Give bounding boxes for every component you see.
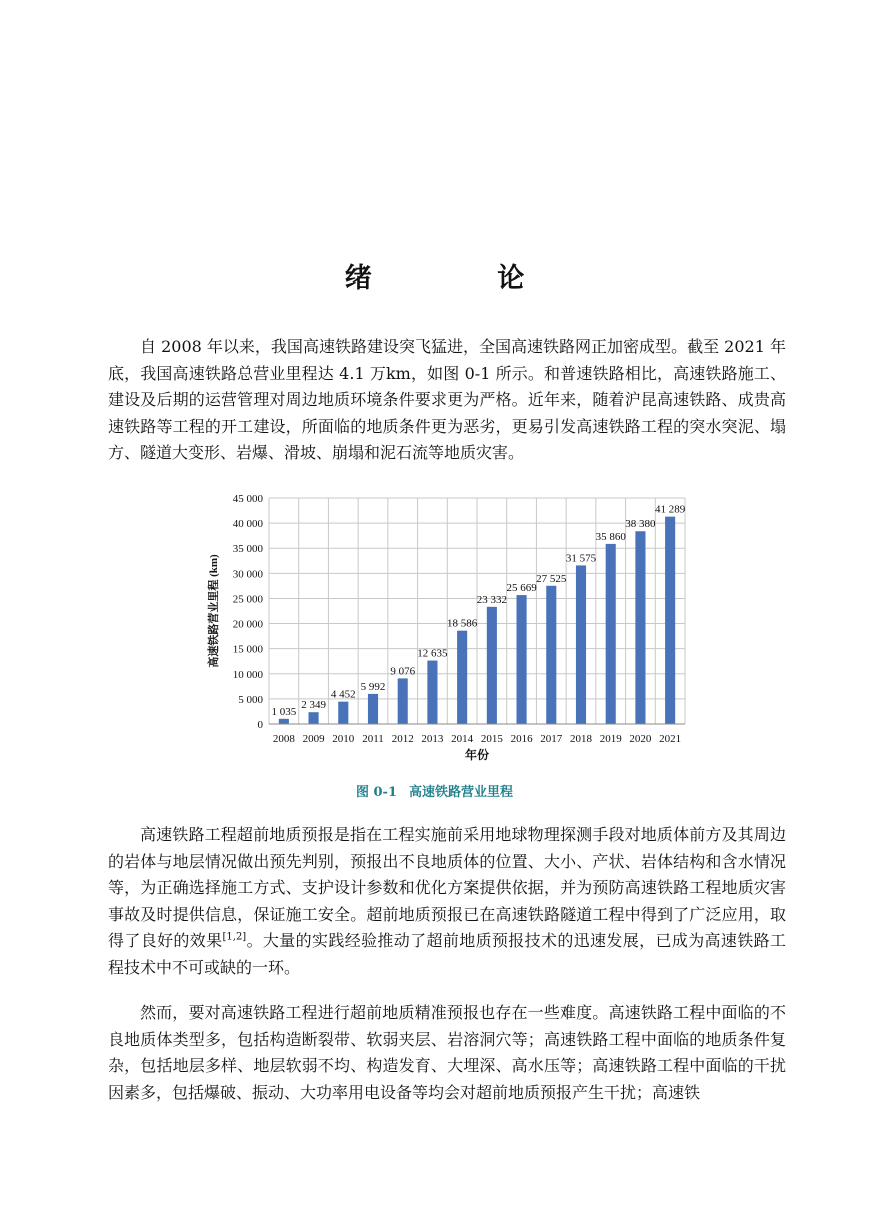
bar-2011 bbox=[368, 694, 378, 724]
data-label: 35 860 bbox=[595, 530, 626, 543]
forecast-text-a: 高速铁路工程超前地质预报是指在工程实施前采用地球物理探测手段对地质体前方及其周边的岩体与地层情况做出预先判别，预报出不良地质体的位置、大小、产状、岩体结构和含水情况等，为正确选择施工方式、支护设计参数和优化方案提供依据，并为预防高速铁路工程地质灾害事故及时提供信息，保证施工安全。超前地质预报已在高速铁路隧道工程中得到了广泛应用，取得了良好的效果 bbox=[108, 825, 786, 951]
x-tick-label: 2010 bbox=[332, 733, 355, 745]
bar-2017 bbox=[546, 586, 556, 724]
bar-2009 bbox=[309, 712, 319, 724]
intro-paragraph: 自 2008 年以来，我国高速铁路建设突飞猛进，全国高速铁路网正加密成型。截至 2021 年底，我国高速铁路总营业里程达 4.1 万km，如图 0-1 所示。和普速铁路相比，高速铁路施工、建设及后期的运营管理对周边地质环境条件要求更为严格。近年来，随着沪昆高速铁路、成贵高速铁路等工程的开工建设，所面临的地质条件更为恶劣，更易引发高速铁路工程的突水突泥、塌方、隧道大变形、岩爆、滑坡、崩塌和泥石流等地质灾害。 bbox=[108, 337, 786, 463]
data-label: 25 669 bbox=[506, 582, 537, 595]
railway-mileage-chart bbox=[195, 488, 695, 773]
bar-2008 bbox=[279, 719, 289, 724]
figure-number: 图 0-1 bbox=[355, 785, 397, 800]
data-label: 38 380 bbox=[625, 518, 656, 531]
data-label: 1 035 bbox=[271, 705, 297, 718]
bar-2018 bbox=[576, 565, 586, 724]
x-tick-label: 2013 bbox=[421, 733, 444, 745]
y-tick-label: 5 000 bbox=[238, 693, 263, 706]
y-tick-label: 35 000 bbox=[232, 543, 263, 556]
data-label: 18 586 bbox=[447, 617, 478, 630]
y-tick-label: 15 000 bbox=[232, 643, 263, 656]
y-axis-title: 高速铁路营业里程 (km) bbox=[208, 554, 220, 668]
data-label: 23 332 bbox=[476, 593, 507, 606]
x-tick-label: 2017 bbox=[540, 733, 563, 745]
x-tick-label: 2014 bbox=[451, 733, 474, 745]
y-tick-label: 45 000 bbox=[232, 493, 263, 505]
citation: [1,2] bbox=[222, 932, 247, 944]
bar-2010 bbox=[338, 702, 348, 724]
data-label: 31 575 bbox=[565, 552, 597, 565]
bar-2013 bbox=[427, 661, 437, 724]
y-tick-label: 30 000 bbox=[232, 568, 263, 581]
page-title: 绪 论 bbox=[344, 263, 583, 294]
x-tick-label: 2015 bbox=[480, 733, 503, 745]
x-tick-label: 2012 bbox=[391, 733, 414, 745]
x-axis-title: 年份 bbox=[464, 748, 490, 762]
bar-2015 bbox=[487, 607, 497, 724]
x-tick-label: 2019 bbox=[599, 733, 622, 745]
y-tick-label: 25 000 bbox=[232, 593, 263, 606]
x-tick-label: 2011 bbox=[362, 733, 384, 745]
data-label: 5 992 bbox=[360, 680, 386, 693]
bar-2021 bbox=[665, 517, 675, 724]
y-tick-label: 20 000 bbox=[232, 618, 263, 631]
bar-2016 bbox=[517, 595, 527, 724]
x-tick-label: 2018 bbox=[570, 733, 592, 745]
bar-2014 bbox=[457, 631, 467, 724]
bar-2012 bbox=[398, 678, 408, 724]
x-tick-label: 2009 bbox=[302, 733, 325, 745]
data-label: 27 525 bbox=[536, 572, 567, 585]
figure-caption-text: 高速铁路营业里程 bbox=[409, 785, 514, 800]
x-tick-label: 2021 bbox=[659, 733, 682, 745]
y-tick-label: 10 000 bbox=[232, 668, 263, 681]
y-tick-label: 40 000 bbox=[232, 518, 263, 531]
figure-caption bbox=[0, 781, 869, 800]
forecast-paragraph bbox=[108, 822, 786, 982]
data-label: 41 289 bbox=[655, 503, 686, 516]
data-label: 9 076 bbox=[390, 665, 416, 678]
bar-2019 bbox=[606, 544, 616, 724]
y-tick-label: 0 bbox=[257, 719, 263, 731]
difficulty-paragraph: 然而，要对高速铁路工程进行超前地质精准预报也存在一些难度。高速铁路工程中面临的不良地质体类型多，包括构造断裂带、软弱夹层、岩溶洞穴等；高速铁路工程中面临的地质条件复杂，包括地层多样、地层软弱不均、构造发育、大埋深、高水压等；高速铁路工程中面临的干扰因素多，包括爆破、振动、大功率用电设备等均会对超前地质预报产生干扰；高速铁 bbox=[108, 1003, 786, 1102]
data-label: 4 452 bbox=[330, 688, 356, 701]
data-label: 12 635 bbox=[417, 647, 448, 660]
x-tick-label: 2016 bbox=[510, 733, 533, 745]
forecast-text-b: 。大量的实践经验推动了超前地质预报技术的迅速发展，已成为高速铁路工程技术中不可或缺的一环。 bbox=[108, 931, 786, 977]
bar-2020 bbox=[635, 531, 645, 724]
x-tick-label: 2008 bbox=[272, 733, 295, 745]
data-label: 2 349 bbox=[301, 699, 326, 712]
x-tick-label: 2020 bbox=[629, 733, 652, 745]
